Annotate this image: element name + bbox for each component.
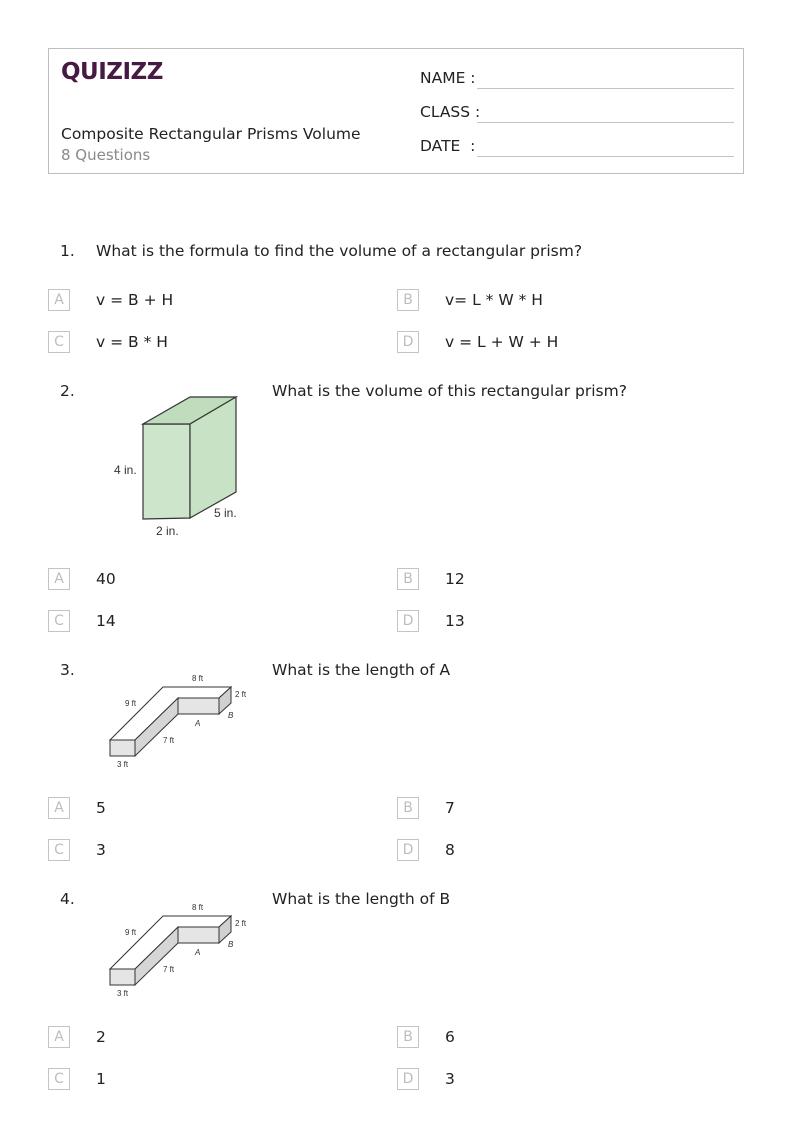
option-text-c[interactable]: 3 [96,841,106,859]
option-letter-c[interactable]: C [48,1068,70,1090]
option-letter-d[interactable]: D [397,839,419,861]
class-line[interactable] [477,122,734,123]
class-field[interactable] [420,99,734,123]
option-letter-d[interactable]: D [397,331,419,353]
l-shaped-prism-figure [108,670,258,772]
option-text-b[interactable]: v= L * W * H [445,291,543,309]
option-text-a[interactable]: 40 [96,570,116,588]
rectangular-prism-figure [108,392,248,542]
option-text-c[interactable]: 1 [96,1070,106,1088]
question-number: 4. [60,890,75,908]
label-right: 2 ft [235,690,247,699]
option-text-a[interactable]: 5 [96,799,106,817]
option-text-d[interactable]: 13 [445,612,465,630]
date-field[interactable] [420,133,734,157]
question-number: 3. [60,661,75,679]
worksheet-header [48,48,744,174]
label-right: 2 ft [235,919,247,928]
option-text-c[interactable]: v = B * H [96,333,168,351]
option-text-d[interactable]: 8 [445,841,455,859]
option-letter-b[interactable]: B [397,289,419,311]
label-bottom: 3 ft [117,760,129,769]
label-left: 9 ft [125,928,137,937]
question-text: What is the length of B [272,890,451,908]
quizizz-logo: QUIZIZZ [61,59,163,85]
option-text-b[interactable]: 12 [445,570,465,588]
width-label: 2 in. [156,524,179,538]
option-text-a[interactable]: v = B + H [96,291,174,309]
label-b: B [228,711,234,720]
option-letter-c[interactable]: C [48,610,70,632]
class-label: CLASS : [420,103,481,121]
date-label: DATE : [420,137,476,155]
option-letter-b[interactable]: B [397,568,419,590]
option-text-c[interactable]: 14 [96,612,116,630]
option-letter-b[interactable]: B [397,1026,419,1048]
question-text: What is the volume of this rectangular prism? [272,382,627,400]
option-letter-c[interactable]: C [48,839,70,861]
option-letter-d[interactable]: D [397,1068,419,1090]
label-mid: 7 ft [163,736,175,745]
option-letter-a[interactable]: A [48,568,70,590]
question-count: 8 Questions [61,146,151,164]
label-a: A [195,948,201,957]
question-text: What is the formula to find the volume of a rectangular prism? [96,242,583,260]
worksheet-title: Composite Rectangular Prisms Volume [61,125,361,143]
option-text-b[interactable]: 7 [445,799,455,817]
option-letter-b[interactable]: B [397,797,419,819]
option-letter-a[interactable]: A [48,289,70,311]
label-bottom: 3 ft [117,989,129,998]
name-label: NAME : [420,69,476,87]
option-letter-a[interactable]: A [48,1026,70,1048]
label-top: 8 ft [192,674,204,683]
option-text-b[interactable]: 6 [445,1028,455,1046]
date-line[interactable] [477,156,734,157]
option-letter-d[interactable]: D [397,610,419,632]
label-top: 8 ft [192,903,204,912]
height-label: 4 in. [114,463,137,477]
question-number: 2. [60,382,75,400]
name-field[interactable] [420,65,734,89]
label-b: B [228,940,234,949]
label-a: A [195,719,201,728]
option-letter-c[interactable]: C [48,331,70,353]
name-line[interactable] [477,88,734,89]
question-text: What is the length of A [272,661,451,679]
option-letter-a[interactable]: A [48,797,70,819]
option-text-d[interactable]: 3 [445,1070,455,1088]
option-text-a[interactable]: 2 [96,1028,106,1046]
label-mid: 7 ft [163,965,175,974]
label-left: 9 ft [125,699,137,708]
question-number: 1. [60,242,75,260]
l-shaped-prism-figure [108,899,258,1001]
option-text-d[interactable]: v = L + W + H [445,333,559,351]
depth-label: 5 in. [214,506,237,520]
